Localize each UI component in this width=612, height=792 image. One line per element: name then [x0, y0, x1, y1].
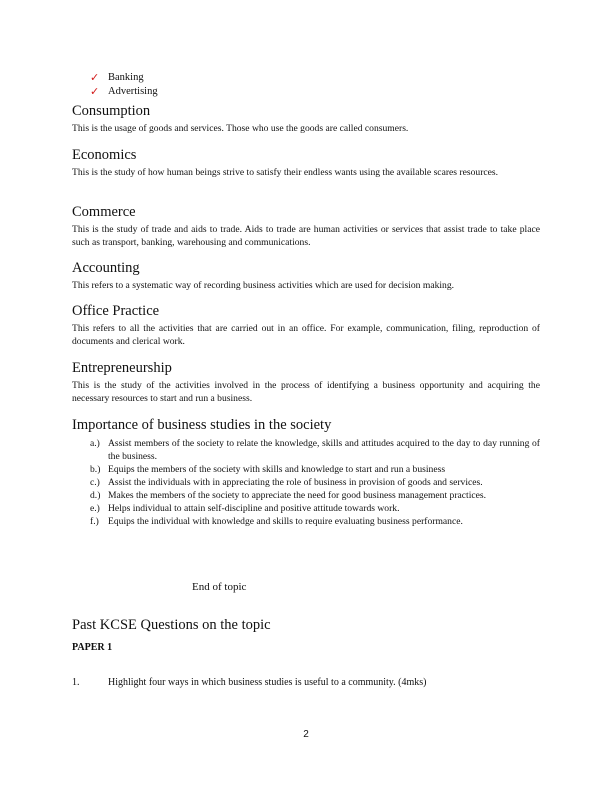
list-item-text: Assist the individuals with in appreciating the role of business in provision of goods and services. — [108, 477, 483, 488]
section-heading: Accounting — [72, 260, 140, 276]
list-item-text: Equips the members of the society with skills and knowledge to start and run a business — [108, 464, 446, 475]
importance-list — [72, 437, 540, 528]
checklist — [90, 71, 158, 99]
section-economics — [72, 146, 540, 179]
section-accounting — [72, 259, 540, 292]
section-importance — [72, 416, 540, 528]
list-item — [72, 437, 540, 463]
section-heading: Office Practice — [72, 303, 160, 319]
question-number: 1. — [72, 677, 80, 688]
section-heading: Economics — [72, 147, 137, 163]
question-item — [72, 677, 427, 688]
list-item — [72, 463, 540, 476]
list-item-label: Advertising — [108, 86, 158, 97]
section-commerce — [72, 203, 540, 249]
past-questions-heading: Past KCSE Questions on the topic — [72, 617, 271, 633]
page-number: 2 — [303, 729, 309, 740]
list-item-text: Equips the individual with knowledge and skills to require evaluating business performance. — [108, 516, 463, 527]
section-entrepreneurship — [72, 359, 540, 405]
section-text: This refers to a systematic way of recording business activities which are used for decision making. — [72, 280, 455, 291]
section-heading: Commerce — [72, 204, 136, 220]
section-office-practice — [72, 302, 540, 348]
question-text: Highlight four ways in which business studies is useful to a community. (4mks) — [108, 677, 427, 688]
section-heading: Consumption — [72, 103, 151, 119]
section-heading: Importance of business studies in the society — [72, 417, 332, 433]
section-text: This is the study of trade and aids to trade. Aids to trade are human activities or services that assist trade to take place such as transport, banking, warehousing and communications. — [72, 224, 540, 248]
section-consumption — [72, 102, 540, 135]
list-item-label: Banking — [108, 72, 144, 83]
list-item-text: Assist members of the society to relate the knowledge, skills and attitudes acquired to the day to day running of the business. — [108, 438, 540, 462]
list-item — [72, 502, 540, 515]
list-marker: f.) — [90, 516, 99, 527]
section-heading: Entrepreneurship — [72, 360, 172, 376]
list-marker: a.) — [90, 438, 100, 449]
section-text: This is the study of how human beings strive to satisfy their endless wants using the available scares resources. — [72, 167, 499, 178]
section-text: This refers to all the activities that are carried out in an office. For example, communication, filing, reproduction of documents and clerical work. — [72, 323, 540, 347]
checkmark-icon: ✓ — [90, 72, 100, 84]
list-item-text: Helps individual to attain self-discipline and positive attitude towards work. — [108, 503, 400, 514]
list-item — [90, 85, 158, 99]
list-marker: d.) — [90, 490, 101, 501]
checkmark-icon: ✓ — [90, 86, 100, 98]
paper-label: PAPER 1 — [72, 642, 113, 653]
list-marker: c.) — [90, 477, 100, 488]
section-text: This is the study of the activities involved in the process of identifying a business opportunity and acquiring the necessary resources to start and run a business. — [72, 380, 540, 404]
list-item — [90, 71, 158, 85]
list-marker: e.) — [90, 503, 100, 514]
section-text: This is the usage of goods and services. Those who use the goods are called consumers. — [72, 123, 409, 134]
list-marker: b.) — [90, 464, 101, 475]
list-item-text: Makes the members of the society to appreciate the need for good business management practices. — [108, 490, 487, 501]
end-of-topic: End of topic — [192, 581, 247, 593]
list-item — [72, 489, 540, 502]
list-item — [72, 476, 540, 489]
list-item — [72, 515, 540, 528]
